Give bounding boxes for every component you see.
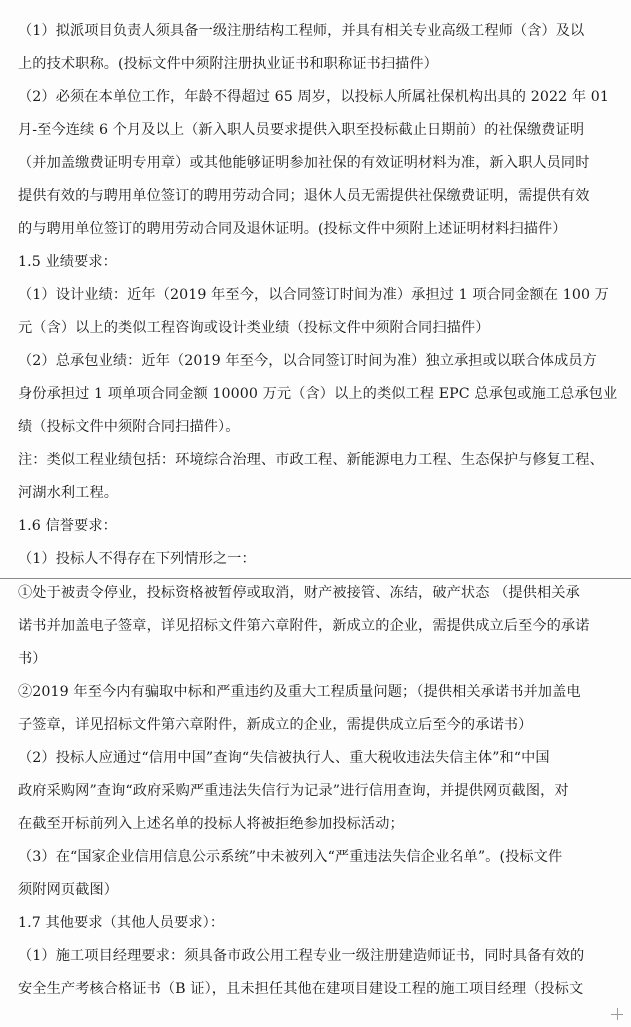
doc-line-29: （1）施工项目经理要求：须具备市政公用工程专业一级注册建造师证书，同时具备有效的: [18, 948, 585, 964]
doc-line-25: 在截至开标前列入上述名单的投标人将被拒绝参加投标活动；: [18, 816, 404, 832]
doc-line-17: （1）投标人不得存在下列情形之一：: [18, 551, 256, 567]
doc-line-23: （2）投标人应通过“信用中国”查询“失信被执行人、重大税收违法失信主体”和“中国: [18, 750, 550, 766]
doc-line-11: （2）总承包业绩：近年（2019 年至今，以合同签订时间为准）独立承担或以联合体成员方: [18, 353, 597, 369]
doc-line-22: 子签章，详见招标文件第六章附件，新成立的企业，需提供成立后至今的承诺书）: [18, 717, 533, 733]
crop-mark: [617, 1008, 618, 1020]
doc-line-12: 身份承担过 1 项单项合同金额 10000 万元（含）以上的类似工程 EPC 总承包或施工总承包业: [18, 386, 618, 402]
section-heading-1-5: 1.5 业绩要求：: [18, 254, 117, 270]
scan-page-divider: [0, 578, 631, 579]
doc-line-30: 安全生产考核合格证书（B 证），且未担任其他在建项目建设工程的施工项目经理（投标文: [18, 981, 584, 997]
section-heading-1-6: 1.6 信誉要求：: [18, 518, 117, 534]
doc-line-21: ②2019 年至今内有骗取中标和严重违约及重大工程质量问题；（提供相关承诺书并加盖电: [18, 684, 581, 700]
doc-line-6: 提供有效的与聘用单位签订的聘用劳动合同；退休人员无需提供社保缴费证明，需提供有效: [18, 188, 590, 204]
doc-line-19: 诺书并加盖电子签章，详见招标文件第六章附件，新成立的企业，需提供成立后至今的承诺: [18, 618, 590, 634]
doc-line-4: 月-至今连续 6 个月及以上（新入职人员要求提供入职至投标截止日期前）的社保缴费证明: [18, 122, 585, 138]
doc-line-7: 的与聘用单位签订的聘用劳动合同及退休证明。(投标文件中须附上述证明材料扫描件）: [18, 221, 567, 237]
doc-line-26: （3）在“国家企业信用信息公示系统”中未被列入“严重违法失信企业名单”。(投标文件: [18, 849, 563, 865]
doc-line-20: 书）: [18, 651, 47, 667]
doc-line-10: 元（含）以上的类似工程咨询或设计类业绩（投标文件中须附合同扫描件）: [18, 320, 490, 336]
doc-line-14: 注：类似工程业绩包括：环境综合治理、市政工程、新能源电力工程、生态保护与修复工程、: [18, 452, 604, 468]
doc-line-24: 政府采购网”查询“政府采购严重违法失信行为记录”进行信用查询，并提供网页截图，对: [18, 783, 569, 799]
doc-line-18: ①处于被责令停业，投标资格被暂停或取消，财产被接管、冻结，破产状态 （提供相关承: [18, 585, 580, 601]
doc-line-27: 须附网页截图）: [18, 882, 119, 898]
doc-line-5: （并加盖缴费证明专用章）或其他能够证明参加社保的有效证明材料为准，新入职人员同时: [18, 155, 590, 171]
doc-line-15: 河湖水利工程。: [18, 485, 119, 501]
doc-line-3: （2）必须在本单位工作，年龄不得超过 65 周岁，以投标人所属社保机构出具的 2022 年 01: [18, 89, 609, 105]
section-heading-1-7: 1.7 其他要求（其他人员要求）：: [18, 915, 225, 931]
doc-line-1: （1）拟派项目负责人须具备一级注册结构工程师，并具有相关专业高级工程师（含）及以: [18, 23, 585, 39]
doc-line-13: 绩（投标文件中须附合同扫描件）。: [18, 419, 240, 435]
doc-line-2: 上的技术职称。(投标文件中须附注册执业证书和职称证书扫描件）: [18, 56, 438, 72]
doc-line-9: （1）设计业绩：近年（2019 年至今，以合同签订时间为准）承担过 1 项合同金额在 100 万: [18, 287, 609, 303]
